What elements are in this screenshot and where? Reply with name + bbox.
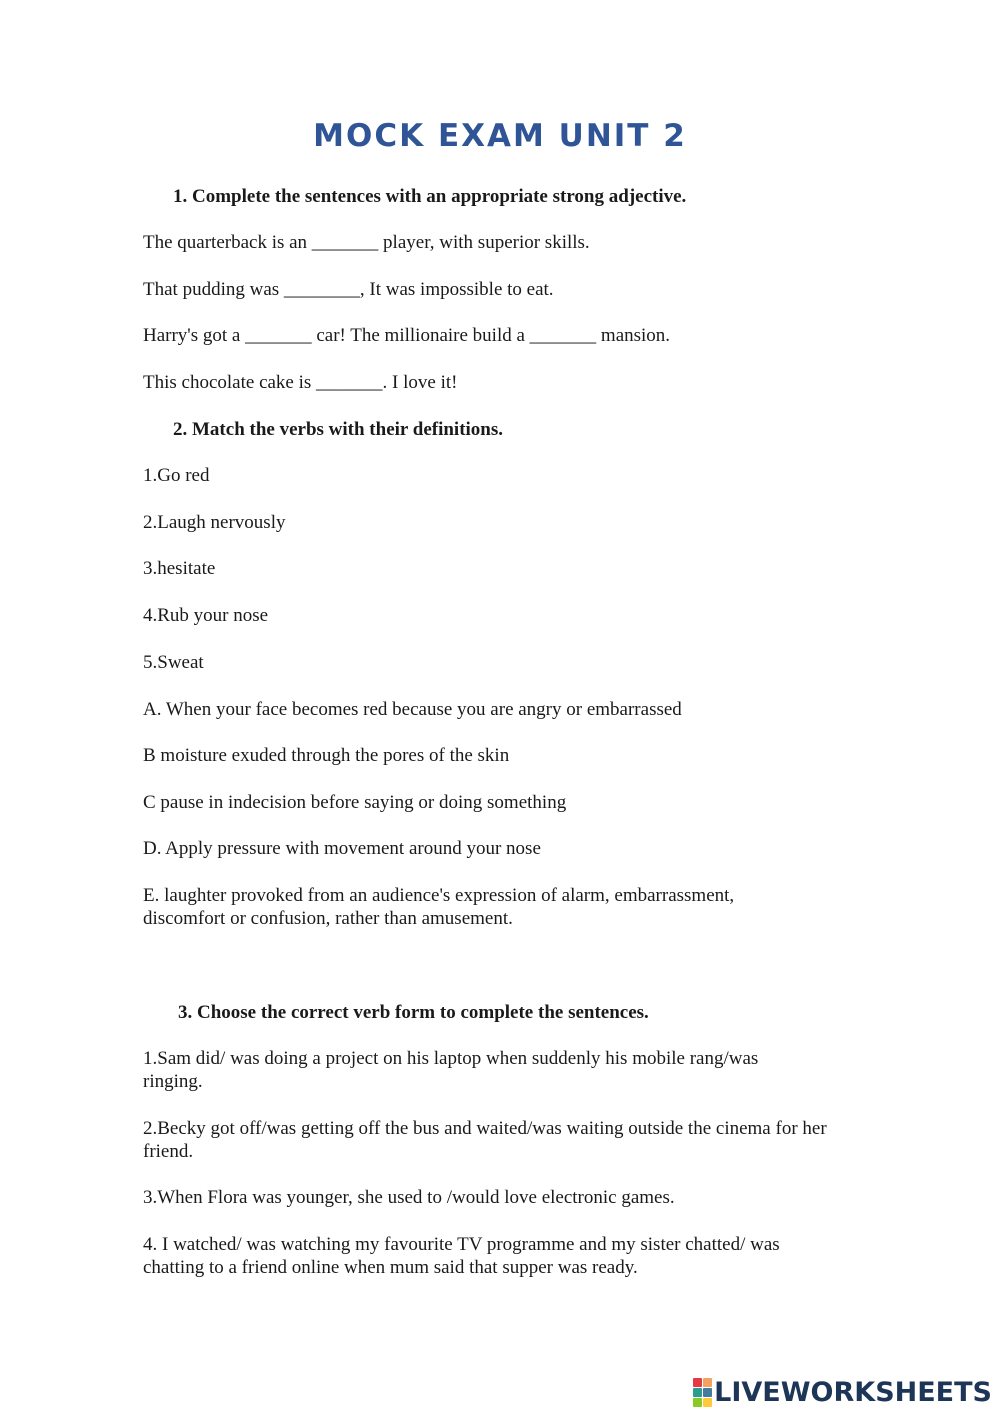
section-1-line: The quarterback is an _______ player, with superior skills. xyxy=(143,232,590,253)
verb-item: 2.Laugh nervously xyxy=(143,512,286,533)
section-1-line: That pudding was ________, It was impossible to eat. xyxy=(143,279,554,300)
liveworksheets-logo xyxy=(693,1377,992,1407)
definition-item: D. Apply pressure with movement around your nose xyxy=(143,838,541,859)
definition-item: A. When your face becomes red because you are angry or embarrassed xyxy=(143,699,682,720)
logo-square-icon xyxy=(693,1378,702,1387)
definition-item: C pause in indecision before saying or doing something xyxy=(143,792,567,813)
section-1-line: Harry's got a _______ car! The millionaire build a _______ mansion. xyxy=(143,325,671,346)
section-3-line: 1.Sam did/ was doing a project on his laptop when suddenly his mobile rang/was ringing. xyxy=(143,1048,759,1092)
section-1-line: This chocolate cake is _______. I love it! xyxy=(143,372,458,393)
logo-square-icon xyxy=(693,1398,702,1407)
logo-square-icon xyxy=(703,1388,712,1397)
section-3-line: 4. I watched/ was watching my favourite TV programme and my sister chatted/ was chatting to a friend online when mum said that supper was ready. xyxy=(143,1234,780,1278)
logo-mark-icon xyxy=(693,1378,712,1407)
section-1-heading: 1. Complete the sentences with an appropriate strong adjective. xyxy=(173,186,687,207)
section-3-line: 3.When Flora was younger, she used to /would love electronic games. xyxy=(143,1187,675,1208)
definition-item: E. laughter provoked from an audience's expression of alarm, embarrassment, discomfort or confusion, rather than amusement. xyxy=(143,885,735,929)
verb-item: 4.Rub your nose xyxy=(143,605,269,626)
verb-item: 3.hesitate xyxy=(143,558,216,579)
verb-item: 5.Sweat xyxy=(143,652,204,673)
page-title: MOCK EXAM UNIT 2 xyxy=(313,118,687,154)
logo-square-icon xyxy=(693,1388,702,1397)
section-3-heading: 3. Choose the correct verb form to complete the sentences. xyxy=(178,1002,649,1023)
brand-name: LIVEWORKSHEETS xyxy=(714,1376,992,1408)
verb-item: 1.Go red xyxy=(143,465,210,486)
section-2-heading: 2. Match the verbs with their definitions. xyxy=(173,419,504,440)
section-3-line: 2.Becky got off/was getting off the bus and waited/was waiting outside the cinema for her friend. xyxy=(143,1118,827,1162)
definition-item: B moisture exuded through the pores of the skin xyxy=(143,745,510,766)
logo-square-icon xyxy=(703,1378,712,1387)
logo-square-icon xyxy=(703,1398,712,1407)
